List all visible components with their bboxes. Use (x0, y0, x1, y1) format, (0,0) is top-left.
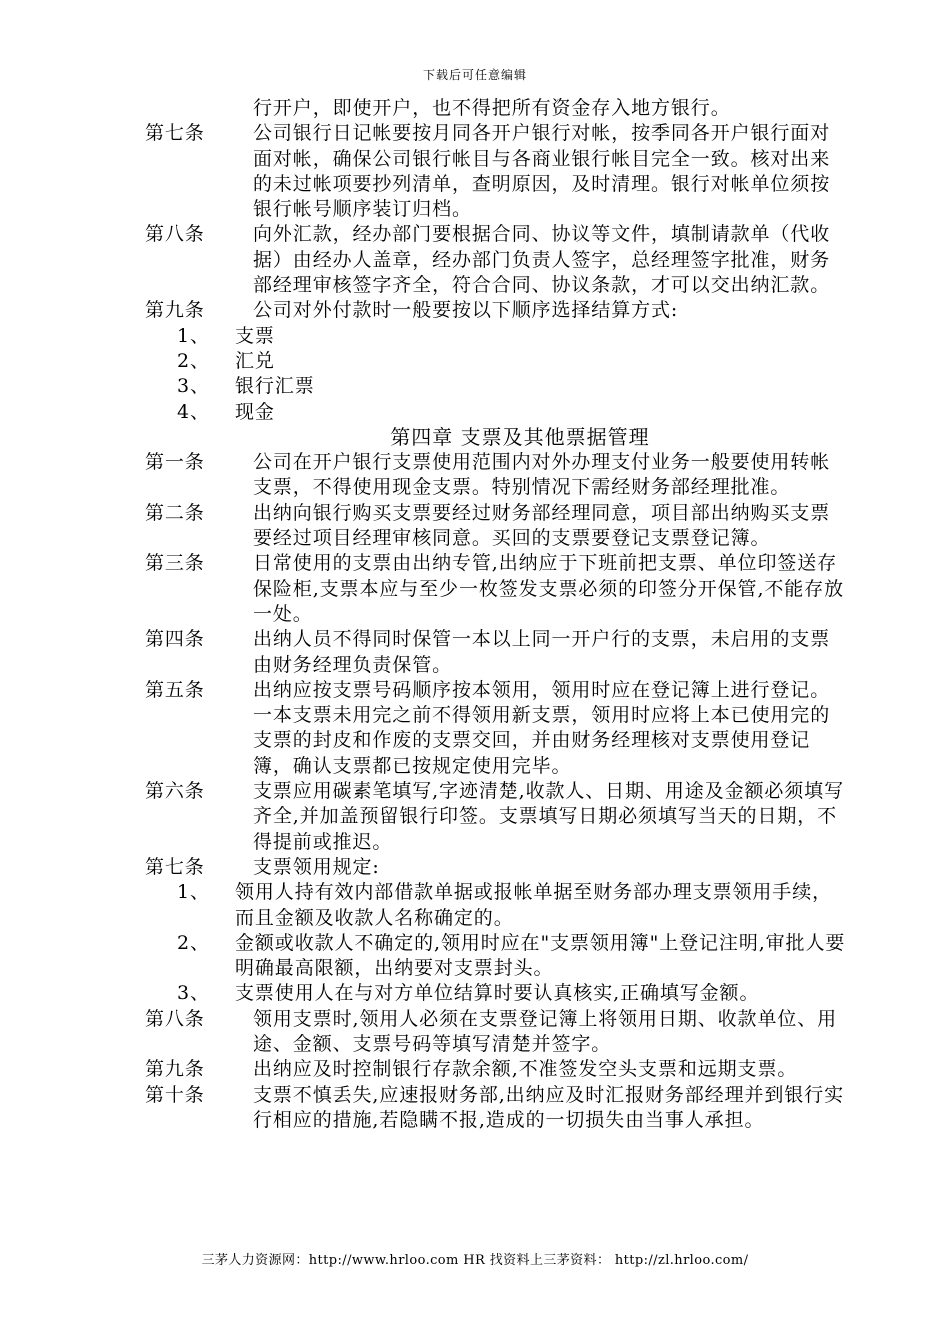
article-group-c (145, 1007, 855, 1133)
article (145, 501, 855, 552)
list-number: 1、 (177, 881, 210, 904)
article-text: 出纳应按支票号码顺序按本领用，领用时应在登记簿上进行登记。一本支票未用完之前不得领用新支票，领用时应将上本已使用完的支票的封皮和作废的支票交回，并由财务经理核对支票使用登记簿，确认支票都已按规定使用完毕。 (253, 678, 831, 777)
article-label: 第一条 (145, 451, 205, 474)
article-text: 日常使用的支票由出纳专管,出纳应于下班前把支票、单位印签送存保险柜,支票本应与至少一枚签发支票必须的印签分开保管,不能存放一处。 (253, 552, 844, 625)
list-number: 3、 (177, 375, 210, 398)
article (145, 298, 855, 323)
article-text: 支票应用碳素笔填写,字迹清楚,收款人、日期、用途及金额必须填写齐全,并加盖预留银行印签。支票填写日期必须填写当天的日期，不得提前或推迟。 (253, 780, 844, 853)
article (145, 121, 855, 222)
article (145, 1007, 855, 1058)
continuation-text: 行开户，即使开户，也不得把所有资金存入地方银行。 (253, 97, 731, 119)
article-label: 第三条 (145, 552, 205, 575)
list-item (145, 880, 855, 931)
article-group-a (145, 121, 855, 323)
article-label: 第七条 (145, 122, 205, 145)
list-number: 3、 (177, 982, 210, 1005)
list-item (145, 324, 855, 349)
page-footer: 三茅人力资源网：http://www.hrloo.com HR 找资料上三茅资料： http://zl.hrloo.com/ (201, 1253, 749, 1268)
document-body (145, 96, 855, 1133)
article (145, 450, 855, 501)
list-text: 领用人持有效内部借款单据或报帐单据至财务部办理支票领用手续，而且金额及收款人名称确定的。 (235, 881, 833, 929)
list-item (145, 400, 855, 425)
list-number: 4、 (177, 400, 210, 423)
article-label: 第十条 (145, 1083, 205, 1106)
list-text: 现金 (235, 400, 275, 423)
list-number: 2、 (177, 349, 210, 372)
article (145, 551, 855, 627)
payment-method-list (145, 324, 855, 425)
check-rule-list (145, 880, 855, 1006)
article-text: 出纳向银行购买支票要经过财务部经理同意，项目部出纳购买支票要经过项目经理审核同意。买回的支票要登记支票登记簿。 (253, 501, 831, 550)
list-text: 金额或收款人不确定的,领用时应在"支票领用簿"上登记注明,审批人要明确最高限额，出纳要对支票封头。 (235, 931, 846, 980)
article-label: 第九条 (145, 1058, 205, 1081)
article-text: 支票不慎丢失,应速报财务部,出纳应及时汇报财务部经理并到银行实行相应的措施,若隐瞒不报,造成的一切损失由当事人承担。 (253, 1083, 844, 1131)
article-label: 第九条 (145, 299, 205, 322)
article-text: 向外汇款，经办部门要根据合同、协议等文件，填制请款单（代收据）由经办人盖章，经办部门负责人签字，总经理签字批准，财务部经理审核签字齐全，符合合同、协议条款，才可以交出纳汇款。 (253, 223, 831, 297)
list-text: 支票使用人在与对方单位结算时要认真核实,正确填写金额。 (235, 982, 760, 1005)
list-item (145, 931, 855, 982)
article-text: 出纳应及时控制银行存款余额,不准签发空头支票和远期支票。 (253, 1058, 798, 1081)
list-item (145, 981, 855, 1006)
list-item (145, 349, 855, 374)
list-number: 2、 (177, 931, 210, 954)
article-text: 支票领用规定: (253, 855, 380, 878)
article (145, 222, 855, 298)
article-text: 公司对外付款时一般要按以下顺序选择结算方式: (253, 299, 679, 322)
article (145, 779, 855, 855)
article-label: 第八条 (145, 223, 205, 246)
article-label: 第六条 (145, 780, 205, 803)
article-label: 第五条 (145, 678, 205, 701)
article-label: 第八条 (145, 1007, 205, 1030)
page-header-note: 下载后可任意编辑 (422, 68, 527, 82)
list-text: 支票 (235, 324, 275, 347)
article-label: 第二条 (145, 501, 205, 524)
list-item (145, 374, 855, 399)
article-group-b (145, 450, 855, 880)
chapter-title: 第四章 支票及其他票据管理 (390, 424, 650, 449)
article-label: 第四条 (145, 628, 205, 651)
article-text: 领用支票时,领用人必须在支票登记簿上将领用日期、收款单位、用途、金额、支票号码等填写清楚并签字。 (253, 1007, 838, 1055)
article (145, 627, 855, 678)
article-text: 公司银行日记帐要按月同各开户银行对帐，按季同各开户银行面对面对帐，确保公司银行帐目与各商业银行帐目完全一致。核对出来的未过帐项要抄列清单，查明原因，及时清理。银行对帐单位须按银行帐号顺序装订归档。 (253, 122, 831, 221)
list-text: 银行汇票 (235, 375, 315, 398)
list-number: 1、 (177, 324, 210, 347)
article (145, 855, 855, 880)
article-text: 公司在开户银行支票使用范围内对外办理支付业务一般要使用转帐支票，不得使用现金支票。特别情况下需经财务部经理批准。 (253, 451, 831, 499)
article-text: 出纳人员不得同时保管一本以上同一开户行的支票，未启用的支票由财务经理负责保管。 (253, 628, 831, 676)
article (145, 678, 855, 779)
article (145, 1083, 855, 1134)
article (145, 1057, 855, 1082)
list-text: 汇兑 (235, 349, 275, 372)
article-label: 第七条 (145, 855, 205, 878)
